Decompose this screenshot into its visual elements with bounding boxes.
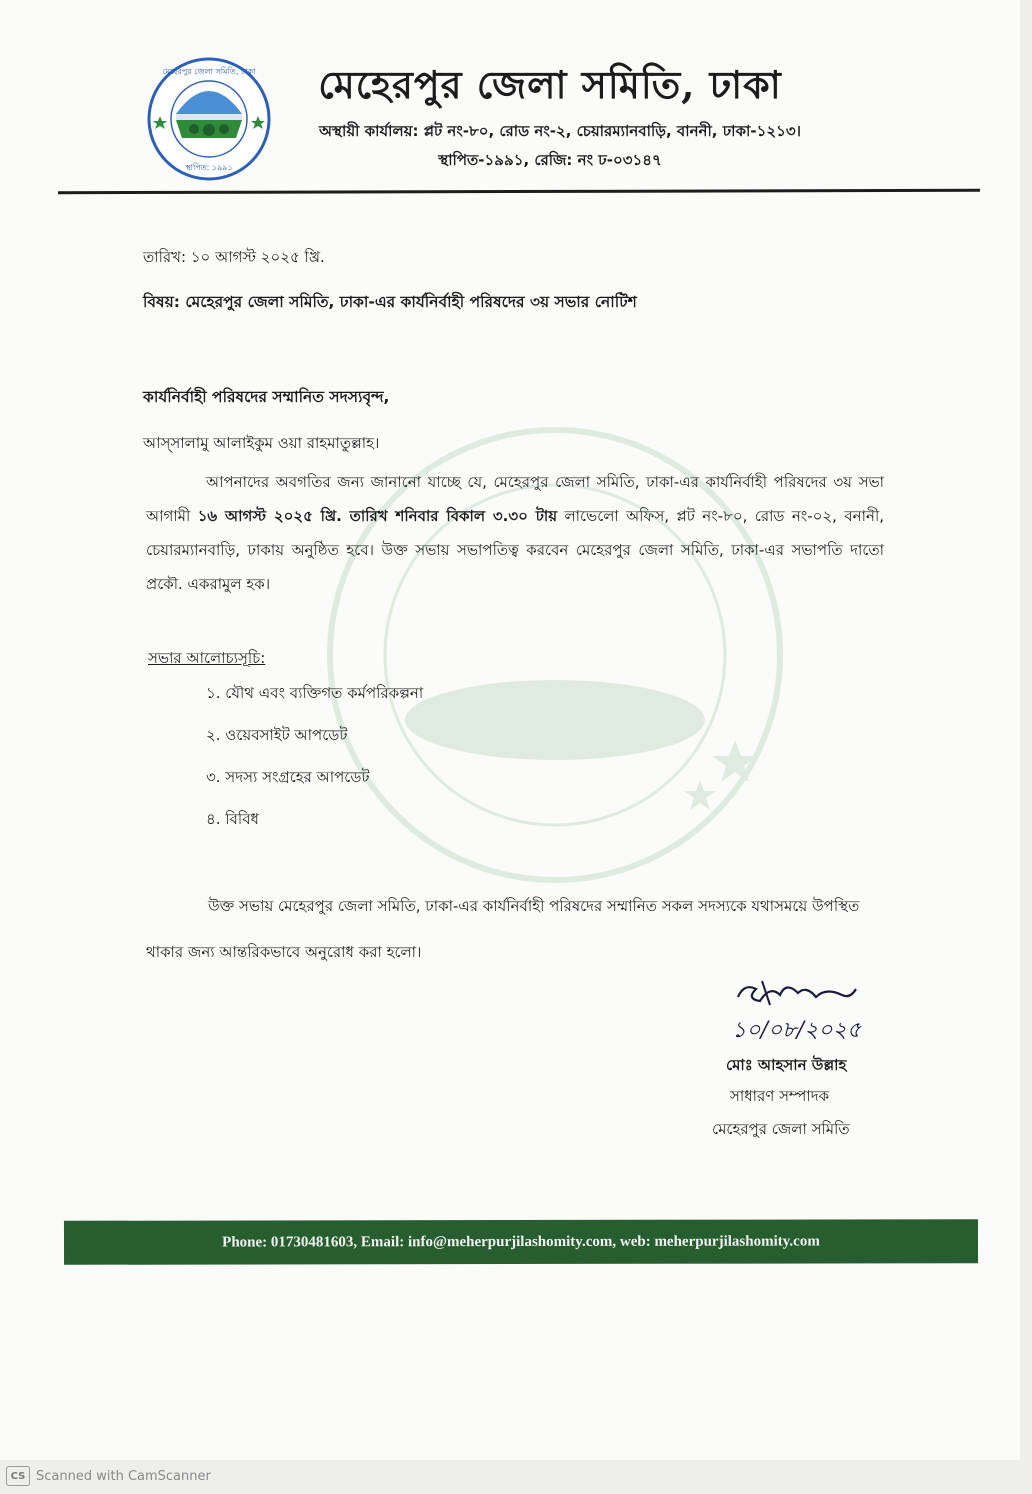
agenda-item: ৪. বিবিধ bbox=[206, 810, 259, 828]
agenda-list bbox=[206, 683, 423, 851]
footer-bar bbox=[64, 1219, 978, 1265]
agenda-item: ৩. সদস্য সংগ্রহের আপডেট bbox=[206, 768, 370, 786]
header-divider bbox=[58, 189, 980, 194]
meeting-datetime: ১৬ আগস্ট ২০২৫ খ্রি. তারিখ শনিবার বিকাল ৩.৩০ টায় bbox=[197, 507, 558, 525]
agenda-item: ১. যৌথ এবং ব্যক্তিগত কর্মপরিকল্পনা bbox=[206, 684, 424, 702]
scanner-watermark bbox=[6, 1466, 211, 1486]
body-text-1: আপনাদের অবগতির জন্য জানানো যাচ্ছে যে, মেহেরপুর জেলা সমিতি, ঢাকা-এর কার্যনির্বাহী পরিষদের ৩য় সভা আগামী bbox=[146, 473, 884, 525]
signature-date: ১০/০৮/২০২৫ bbox=[732, 1018, 862, 1043]
scanner-label: Scanned with CamScanner bbox=[36, 1468, 211, 1484]
agenda-title: সভার আলোচ্যসূচি: bbox=[148, 649, 266, 667]
letter-subject: বিষয়: মেহেরপুর জেলা সমিতি, ঢাকা-এর কার্যনির্বাহী পরিষদের ৩য় সভার নোটিশ bbox=[143, 293, 637, 311]
signer-name: মোঃ আহসান উল্লাহ bbox=[726, 1056, 847, 1074]
org-address: অস্থায়ী কার্যালয়: প্লট নং-৮০, রোড নং-২, চেয়ারম্যানবাড়ি, বাননী, ঢাকা-১২১৩। bbox=[319, 122, 801, 140]
signer-title: সাধারণ সম্পাদক bbox=[730, 1087, 830, 1105]
letter-greeting: আস্সালামু আলাইকুম ওয়া রাহমাতুল্লাহ। bbox=[143, 434, 380, 452]
logo-text-bottom: স্থাপিত: ১৯৯১ bbox=[185, 163, 233, 172]
footer-contact: Phone: 01730481603, Email: info@meherpurjilashomity.com, web: meherpurjilashomity.com bbox=[222, 1232, 820, 1251]
signer-org: মেহেরপুর জেলা সমিতি bbox=[712, 1120, 850, 1138]
letter-date: তারিখ: ১০ আগস্ট ২০২৫ খ্রি. bbox=[143, 248, 325, 266]
handwritten-signature bbox=[726, 975, 916, 1045]
letter-salutation: কার্যনির্বাহী পরিষদের সম্মানিত সদস্যবৃন্দ, bbox=[143, 388, 390, 406]
org-logo bbox=[146, 56, 272, 182]
agenda-item: ২. ওয়েবসাইট আপডেট bbox=[206, 726, 348, 744]
org-title: মেহেরপুর জেলা সমিতি, ঢাকা bbox=[318, 62, 782, 107]
logo-text-top: মেহেরপুর জেলা সমিতি, ঢাকা bbox=[162, 67, 256, 76]
org-registration: স্থাপিত-১৯৯১, রেজি: নং ঢ-০৩১৪৭ bbox=[438, 151, 662, 169]
body-text-2: লাভেলো অফিস, প্লট নং-৮০, রোড নং-০২, বনানী, চেয়ারম্যানবাড়ি, ঢাকায় অনুষ্ঠিত হবে। উক্ত সভায় সভাপতিত্ব করবেন মেহেরপুর জেলা সমিতি, ঢাকা-এর সভাপতি দাতো প্রকৌ. একরামুল হক। bbox=[146, 507, 884, 593]
letter-closing: উক্ত সভায় মেহেরপুর জেলা সমিতি, ঢাকা-এর কার্যনির্বাহী পরিষদের সম্মানিত সকল সদস্যকে যথাসময়ে উপস্থিত থাকার জন্য আন্তরিকভাবে অনুরোধ করা হলো। bbox=[146, 897, 860, 961]
camscanner-icon: CS bbox=[6, 1466, 30, 1486]
letter-body bbox=[146, 465, 884, 601]
